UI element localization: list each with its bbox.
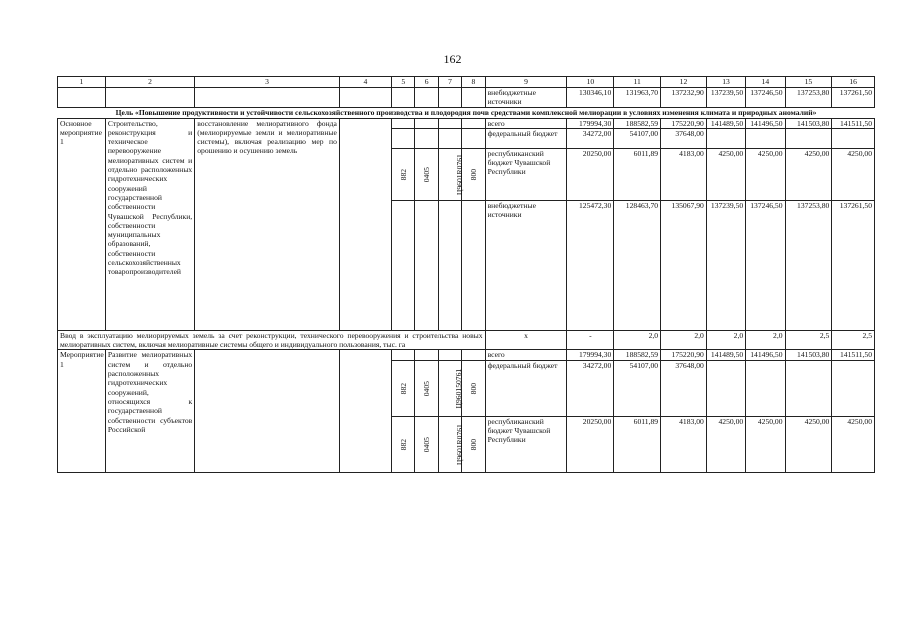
type-code: 800 — [468, 168, 478, 181]
value-cell: 20250,00 — [567, 148, 614, 200]
value-cell: 137261,50 — [832, 88, 875, 108]
measure-label: Мероприятие 1 — [58, 350, 106, 472]
indicator-value: 2,5 — [785, 330, 832, 350]
col-header: 16 — [832, 77, 875, 88]
value-cell: 175220,90 — [661, 118, 707, 128]
grbs-code: 882 — [398, 382, 408, 394]
value-cell: 4250,00 — [785, 416, 832, 472]
value-cell — [785, 360, 832, 416]
type-code: 800 — [468, 382, 478, 394]
value-cell: 4250,00 — [746, 416, 785, 472]
value-cell: 128463,70 — [614, 200, 661, 330]
value-cell: 137246,50 — [746, 88, 785, 108]
value-cell: 141511,50 — [832, 350, 875, 360]
value-cell: 188582,59 — [614, 350, 661, 360]
col-header: 3 — [195, 77, 340, 88]
value-cell: 6011,89 — [614, 148, 661, 200]
value-cell — [706, 128, 745, 148]
funding-source: всего — [485, 118, 567, 128]
target-code: Ц9601R0761 — [454, 153, 464, 195]
measure-name: Развитие мелиоративных систем и отдельно расположенных гидротехнических сооружений, относящихся к государственной собственности субъектов Российской — [105, 350, 194, 472]
target-code: Ц960150761 — [453, 368, 463, 409]
value-cell — [746, 128, 785, 148]
funding-source: внебюджетные источники — [485, 200, 567, 330]
value-cell: 141511,50 — [832, 118, 875, 128]
funding-source: федеральный бюджет — [485, 128, 567, 148]
value-cell: 141489,50 — [706, 350, 745, 360]
col-header: 5 — [392, 77, 415, 88]
funding-source: внебюджетные источники — [485, 88, 567, 108]
column-header-row — [58, 77, 875, 88]
value-cell — [785, 128, 832, 148]
value-cell — [832, 360, 875, 416]
col-header: 10 — [567, 77, 614, 88]
col-header: 1 — [58, 77, 106, 88]
col-header: 11 — [614, 77, 661, 88]
value-cell: 4250,00 — [746, 148, 785, 200]
main-event-name: Строительство, реконструкция и техническое перевооружение мелиоративных систем и отдельно расположенных гидротехнических сооружений государственной собственности Чувашской Республики, собственности муниципальных образований, собственности сельскохозяйственных товаропроизводителей — [105, 118, 194, 330]
indicator-value: 2,0 — [706, 330, 745, 350]
value-cell: 137253,80 — [785, 88, 832, 108]
type-code: 800 — [468, 438, 478, 450]
funding-source: республиканский бюджет Чувашской Республики — [485, 416, 567, 472]
value-cell: 137261,50 — [832, 200, 875, 330]
value-cell: 4250,00 — [832, 148, 875, 200]
indicator-value: 2,5 — [832, 330, 875, 350]
col-header: 7 — [438, 77, 461, 88]
table-row — [58, 88, 875, 108]
funding-source: республиканский бюджет Чувашской Республики — [485, 148, 567, 200]
col-header: 4 — [339, 77, 391, 88]
section-code: 0405 — [421, 436, 431, 452]
value-cell: 141496,50 — [746, 350, 785, 360]
col-header: 12 — [661, 77, 707, 88]
col-header: 8 — [462, 77, 485, 88]
table-row — [58, 118, 875, 128]
value-cell: 141503,80 — [785, 118, 832, 128]
value-cell — [746, 360, 785, 416]
table-row — [58, 350, 875, 360]
col-header: 14 — [746, 77, 785, 88]
indicator-value: - — [567, 330, 614, 350]
value-cell: 54107,00 — [614, 128, 661, 148]
value-cell: 4183,00 — [661, 148, 707, 200]
value-cell: 137239,50 — [706, 88, 745, 108]
funding-source: всего — [485, 350, 567, 360]
value-cell: 179994,30 — [567, 118, 614, 128]
value-cell: 4183,00 — [661, 416, 707, 472]
value-cell: 20250,00 — [567, 416, 614, 472]
value-cell: 131963,70 — [614, 88, 661, 108]
value-cell: 137239,50 — [706, 200, 745, 330]
value-cell: 135067,90 — [661, 200, 707, 330]
value-cell — [706, 360, 745, 416]
section-code: 0405 — [421, 166, 431, 182]
indicator-value: 2,0 — [661, 330, 707, 350]
value-cell: 4250,00 — [706, 148, 745, 200]
value-cell: 137246,50 — [746, 200, 785, 330]
main-event-label: Основное мероприятие 1 — [58, 118, 106, 330]
page-number: 162 — [443, 52, 462, 66]
value-cell: 179994,30 — [567, 350, 614, 360]
value-cell: 34272,00 — [567, 128, 614, 148]
main-event-description: восстановление мелиоративного фонда (мелиорируемые земли и мелиоративные системы), включая реализацию мер по орошению и осушению земель — [195, 118, 340, 330]
indicator-value: 2,0 — [746, 330, 785, 350]
value-cell: 141503,80 — [785, 350, 832, 360]
value-cell: 37648,00 — [661, 360, 707, 416]
value-cell: 4250,00 — [706, 416, 745, 472]
value-cell: 141489,50 — [706, 118, 745, 128]
value-cell: 130346,10 — [567, 88, 614, 108]
goal-heading: Цель «Повышение продуктивности и устойчивости сельскохозяйственного производства и плодородия почв средствами комплексной мелиорации в условиях изменения климата и природных аномалий» — [58, 107, 875, 118]
col-header: 9 — [485, 77, 567, 88]
grbs-code: 882 — [398, 168, 408, 181]
value-cell: 54107,00 — [614, 360, 661, 416]
value-cell: 34272,00 — [567, 360, 614, 416]
value-cell: 137253,80 — [785, 200, 832, 330]
value-cell: 6011,89 — [614, 416, 661, 472]
section-code: 0405 — [421, 380, 431, 396]
value-cell: 141496,50 — [746, 118, 785, 128]
col-header: 15 — [785, 77, 832, 88]
indicator-value: 2,0 — [614, 330, 661, 350]
indicator-text: Ввод в эксплуатацию мелиорируемых земель за счет реконструкции, технического перевооружения и строительства новых мелиоративных систем, включая мелиоративные системы общего и индивидуального пользования, тыс. га — [58, 330, 486, 350]
col-header: 2 — [105, 77, 194, 88]
col-header: 13 — [706, 77, 745, 88]
indicator-row — [58, 330, 875, 350]
col-header: 6 — [415, 77, 438, 88]
goal-row — [58, 107, 875, 118]
value-cell: 37648,00 — [661, 128, 707, 148]
budget-table — [57, 76, 875, 473]
value-cell: 125472,30 — [567, 200, 614, 330]
grbs-code: 882 — [398, 438, 408, 450]
value-cell — [832, 128, 875, 148]
value-cell: 4250,00 — [832, 416, 875, 472]
value-cell: 137232,90 — [661, 88, 707, 108]
value-cell: 4250,00 — [785, 148, 832, 200]
indicator-value: x — [485, 330, 567, 350]
value-cell: 175220,90 — [661, 350, 707, 360]
funding-source: федеральный бюджет — [485, 360, 567, 416]
value-cell: 188582,59 — [614, 118, 661, 128]
target-code: Ц9601R0761 — [454, 423, 464, 465]
